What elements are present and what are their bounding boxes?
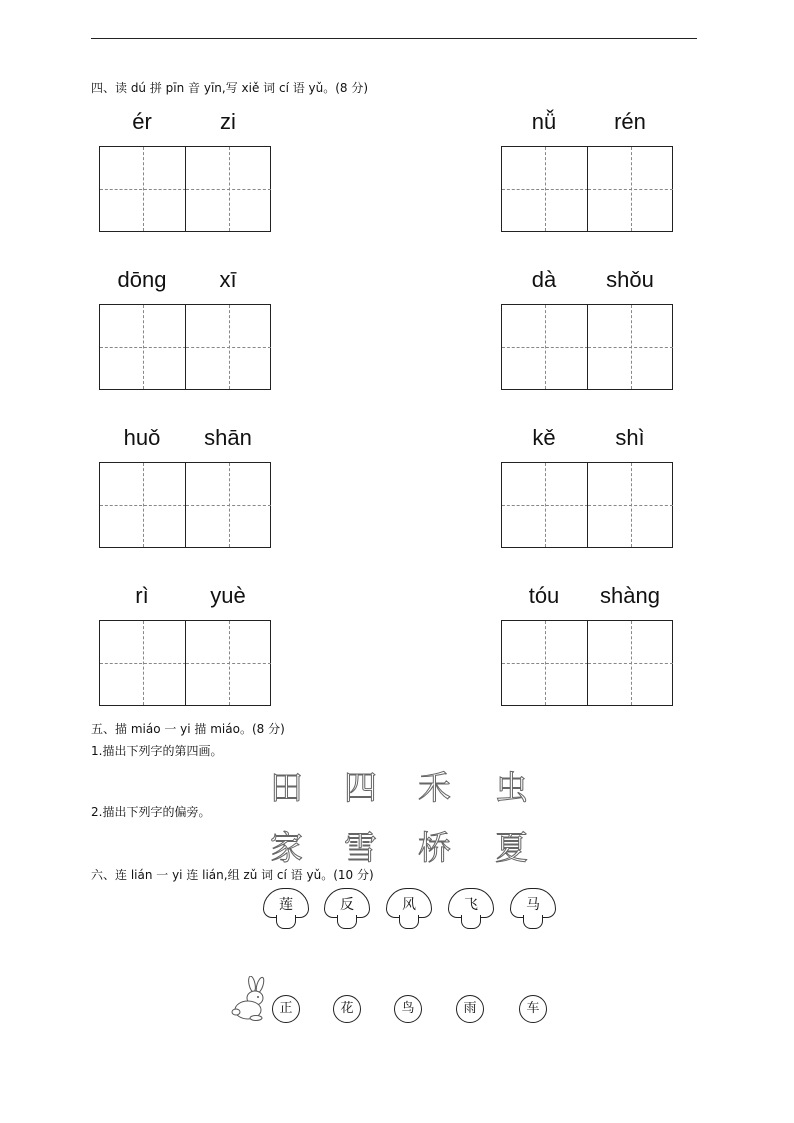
writing-grid	[99, 304, 271, 390]
pinyin-label: ér	[132, 109, 152, 134]
mushroom-char: 马	[526, 897, 540, 913]
writing-grid	[99, 620, 271, 706]
pinyin-label: xī	[219, 267, 237, 292]
mushroom-item[interactable]	[324, 888, 370, 932]
mushroom-item[interactable]	[510, 888, 556, 932]
writing-cell[interactable]	[587, 147, 673, 231]
trace-char[interactable]: 家	[270, 828, 303, 867]
pinyin-label: dà	[531, 267, 557, 292]
section5-q1: 1.描出下列字的第四画。	[91, 744, 223, 758]
answer-circle[interactable]: 雨	[456, 995, 484, 1023]
writing-cell[interactable]	[100, 621, 186, 705]
writing-cell[interactable]	[502, 305, 588, 389]
writing-grid	[501, 462, 673, 548]
writing-cell[interactable]	[502, 621, 588, 705]
pinyin-label: rì	[135, 583, 149, 608]
mushroom-char: 莲	[279, 897, 293, 913]
mushroom-char: 反	[340, 897, 354, 913]
writing-cell[interactable]	[502, 463, 588, 547]
pinyin-label: huǒ	[123, 425, 161, 450]
section5-title: 五、描 miáo 一 yi 描 miáo。(8 分)	[91, 722, 285, 736]
writing-grid	[501, 620, 673, 706]
writing-cell[interactable]	[100, 147, 186, 231]
pinyin-label: tóu	[528, 583, 560, 608]
pinyin-label: shǒu	[606, 267, 654, 292]
pinyin-label: zi	[220, 109, 236, 134]
pinyin-label: rén	[614, 109, 646, 134]
writing-cell[interactable]	[100, 305, 186, 389]
trace-char[interactable]: 雪	[344, 828, 377, 867]
pinyin-label: shì	[615, 425, 645, 450]
writing-cell[interactable]	[502, 147, 588, 231]
pinyin-label: shān	[204, 425, 252, 450]
writing-cell[interactable]	[185, 147, 271, 231]
writing-cell[interactable]	[185, 621, 271, 705]
pinyin-label: shàng	[600, 583, 660, 608]
writing-grid	[501, 304, 673, 390]
writing-cell[interactable]	[100, 463, 186, 547]
writing-cell[interactable]	[587, 621, 673, 705]
trace-char[interactable]: 四	[344, 768, 377, 807]
mushroom-item[interactable]	[263, 888, 309, 932]
trace-char[interactable]: 田	[270, 768, 303, 807]
trace-char[interactable]: 禾	[418, 768, 451, 807]
mushroom-char: 飞	[464, 897, 478, 913]
pinyin-label: kě	[532, 425, 556, 450]
pinyin-label: yuè	[210, 583, 246, 608]
writing-cell[interactable]	[587, 463, 673, 547]
trace-char[interactable]: 夏	[495, 828, 528, 867]
pinyin-label: nǚ	[531, 109, 557, 134]
answer-circle[interactable]: 花	[333, 995, 361, 1023]
writing-grid	[99, 462, 271, 548]
section4-title: 四、读 dú 拼 pīn 音 yīn,写 xiě 词 cí 语 yǔ。(8 分)	[91, 81, 369, 95]
answer-circle[interactable]: 正	[272, 995, 300, 1023]
section6-title: 六、连 lián 一 yi 连 lián,组 zǔ 词 cí 语 yǔ。(10 分)	[91, 868, 374, 882]
rabbit-icon	[230, 976, 274, 1022]
writing-grid	[501, 146, 673, 232]
writing-cell[interactable]	[587, 305, 673, 389]
header-rule	[91, 38, 697, 39]
answer-circle[interactable]: 鸟	[394, 995, 422, 1023]
trace-char[interactable]: 桥	[418, 828, 451, 867]
writing-grid	[99, 146, 271, 232]
writing-cell[interactable]	[185, 463, 271, 547]
answer-circle[interactable]: 车	[519, 995, 547, 1023]
mushroom-item[interactable]	[448, 888, 494, 932]
writing-cell[interactable]	[185, 305, 271, 389]
trace-char[interactable]: 虫	[495, 768, 528, 807]
mushroom-char: 风	[402, 897, 416, 913]
mushroom-item[interactable]	[386, 888, 432, 932]
section5-q2: 2.描出下列字的偏旁。	[91, 805, 211, 819]
pinyin-label: dōng	[117, 267, 167, 292]
